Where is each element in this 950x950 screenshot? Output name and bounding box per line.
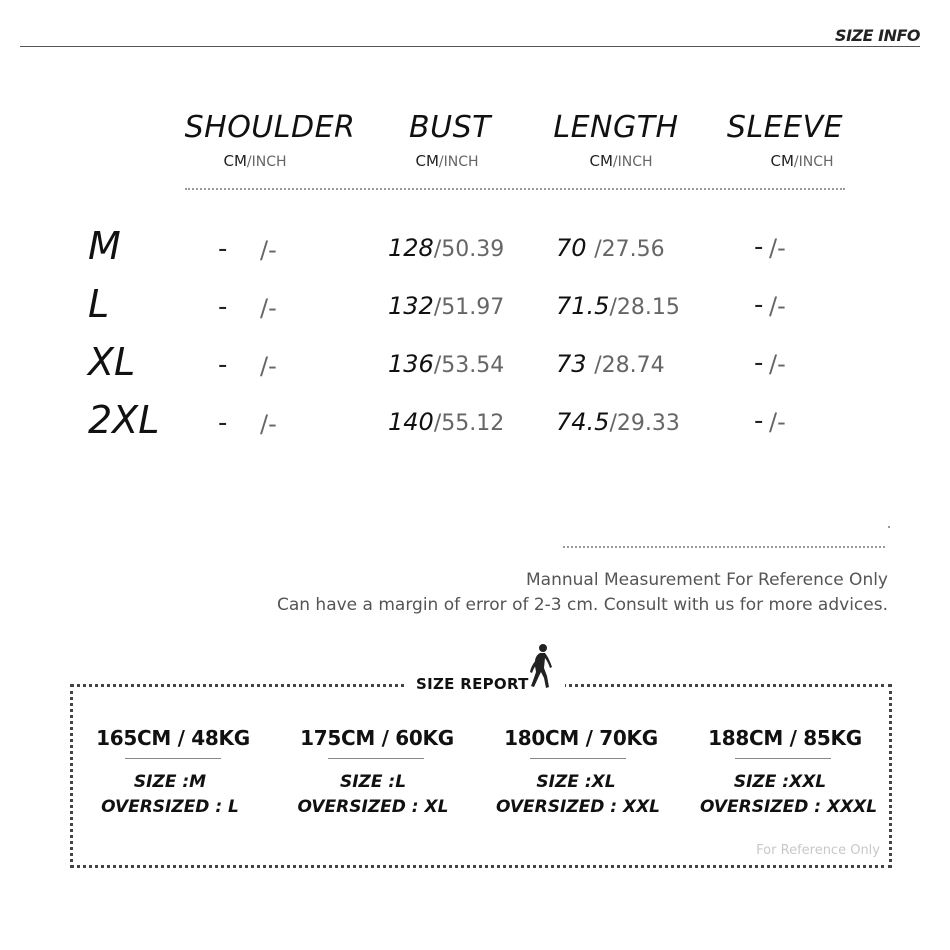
margin-note: Can have a margin of error of 2-3 cm. Consult with us for more advices. (276, 595, 888, 615)
walking-person-icon (526, 642, 554, 690)
unit-cm: CM (589, 152, 613, 170)
length-cm: 71.5 (556, 292, 610, 320)
height-weight: 175CM / 60KG (300, 726, 454, 750)
unit-separator: / (438, 154, 444, 170)
unit-cm: CM (770, 152, 794, 170)
bust-cm: 132 (388, 292, 434, 320)
shoulder-cm: - (218, 234, 228, 264)
length-cell (556, 292, 680, 320)
bust-cm: 128 (388, 234, 434, 262)
bust-inch: /50.39 (433, 237, 505, 262)
size-label: L (88, 282, 110, 326)
sleeve-inch: /- (769, 408, 786, 436)
unit-inch: INCH (443, 154, 479, 170)
shoulder-inch: /- (260, 410, 277, 438)
person-divider (735, 758, 831, 759)
length-inch: /28.74 (594, 353, 665, 378)
oversized-size: OVERSIZED : XXL (496, 797, 661, 817)
bust-cell (388, 292, 504, 320)
person-divider (328, 758, 424, 759)
person-divider (125, 758, 221, 759)
unit-inch: INCH (251, 154, 287, 170)
shoulder-cm: - (218, 350, 228, 380)
unit-separator: / (793, 154, 799, 170)
column-header-bust: BUST (409, 110, 491, 145)
shoulder-cm: - (218, 292, 228, 322)
length-inch: /29.33 (609, 411, 680, 436)
oversized-size: OVERSIZED : L (101, 797, 239, 817)
sleeve-cm: - (754, 348, 764, 378)
header-dotted-divider (185, 188, 845, 190)
length-cell (556, 408, 680, 436)
unit-inch: INCH (798, 154, 834, 170)
sleeve-cm: - (754, 290, 764, 320)
page-title: SIZE INFO (835, 26, 920, 45)
bust-inch: /51.97 (433, 295, 505, 320)
size-label: 2XL (88, 398, 160, 442)
note-dotted-divider (563, 546, 885, 548)
unit-separator: / (612, 154, 618, 170)
sleeve-cm: - (754, 232, 764, 262)
bust-cell (388, 350, 504, 378)
column-unit-bust (372, 152, 522, 170)
size-label: XL (88, 340, 136, 384)
column-header-shoulder: SHOULDER (184, 110, 356, 145)
length-inch: /27.56 (594, 237, 665, 262)
recommended-size: SIZE :M (133, 772, 207, 792)
column-header-length: LENGTH (553, 110, 679, 145)
reference-footnote: For Reference Only (756, 843, 880, 858)
size-report-title: SIZE REPORT (416, 675, 529, 693)
unit-cm: CM (223, 152, 247, 170)
recommended-size: SIZE :L (339, 772, 407, 792)
recommended-size: SIZE :XL (536, 772, 616, 792)
note-dot (888, 526, 890, 528)
bust-cm: 136 (388, 350, 434, 378)
measurement-note: Mannual Measurement For Reference Only (526, 570, 888, 590)
size-label: M (88, 224, 121, 268)
bust-cell (388, 408, 504, 436)
shoulder-inch: /- (260, 294, 277, 322)
length-cm: 70 (556, 234, 587, 262)
unit-inch: INCH (617, 154, 653, 170)
oversized-size: OVERSIZED : XL (297, 797, 449, 817)
column-unit-length (546, 152, 696, 170)
sleeve-cm: - (754, 406, 764, 436)
length-cm: 74.5 (556, 408, 610, 436)
length-cm: 73 (556, 350, 587, 378)
column-unit-sleeve (727, 152, 877, 170)
sleeve-inch: /- (769, 292, 786, 320)
shoulder-cm: - (218, 408, 228, 438)
length-cell (556, 234, 665, 262)
shoulder-inch: /- (260, 236, 277, 264)
unit-separator: / (246, 154, 252, 170)
shoulder-inch: /- (260, 352, 277, 380)
recommended-size: SIZE :XXL (733, 772, 827, 792)
bust-inch: /53.54 (433, 353, 505, 378)
bust-inch: /55.12 (433, 411, 505, 436)
sleeve-inch: /- (769, 234, 786, 262)
header-divider (20, 46, 920, 47)
height-weight: 180CM / 70KG (504, 726, 658, 750)
height-weight: 165CM / 48KG (96, 726, 250, 750)
column-unit-shoulder (180, 152, 330, 170)
length-cell (556, 350, 665, 378)
height-weight: 188CM / 85KG (708, 726, 862, 750)
length-inch: /28.15 (609, 295, 680, 320)
unit-cm: CM (415, 152, 439, 170)
bust-cell (388, 234, 504, 262)
column-header-sleeve: SLEEVE (726, 110, 844, 145)
person-divider (530, 758, 626, 759)
oversized-size: OVERSIZED : XXXL (700, 797, 878, 817)
bust-cm: 140 (388, 408, 434, 436)
sleeve-inch: /- (769, 350, 786, 378)
